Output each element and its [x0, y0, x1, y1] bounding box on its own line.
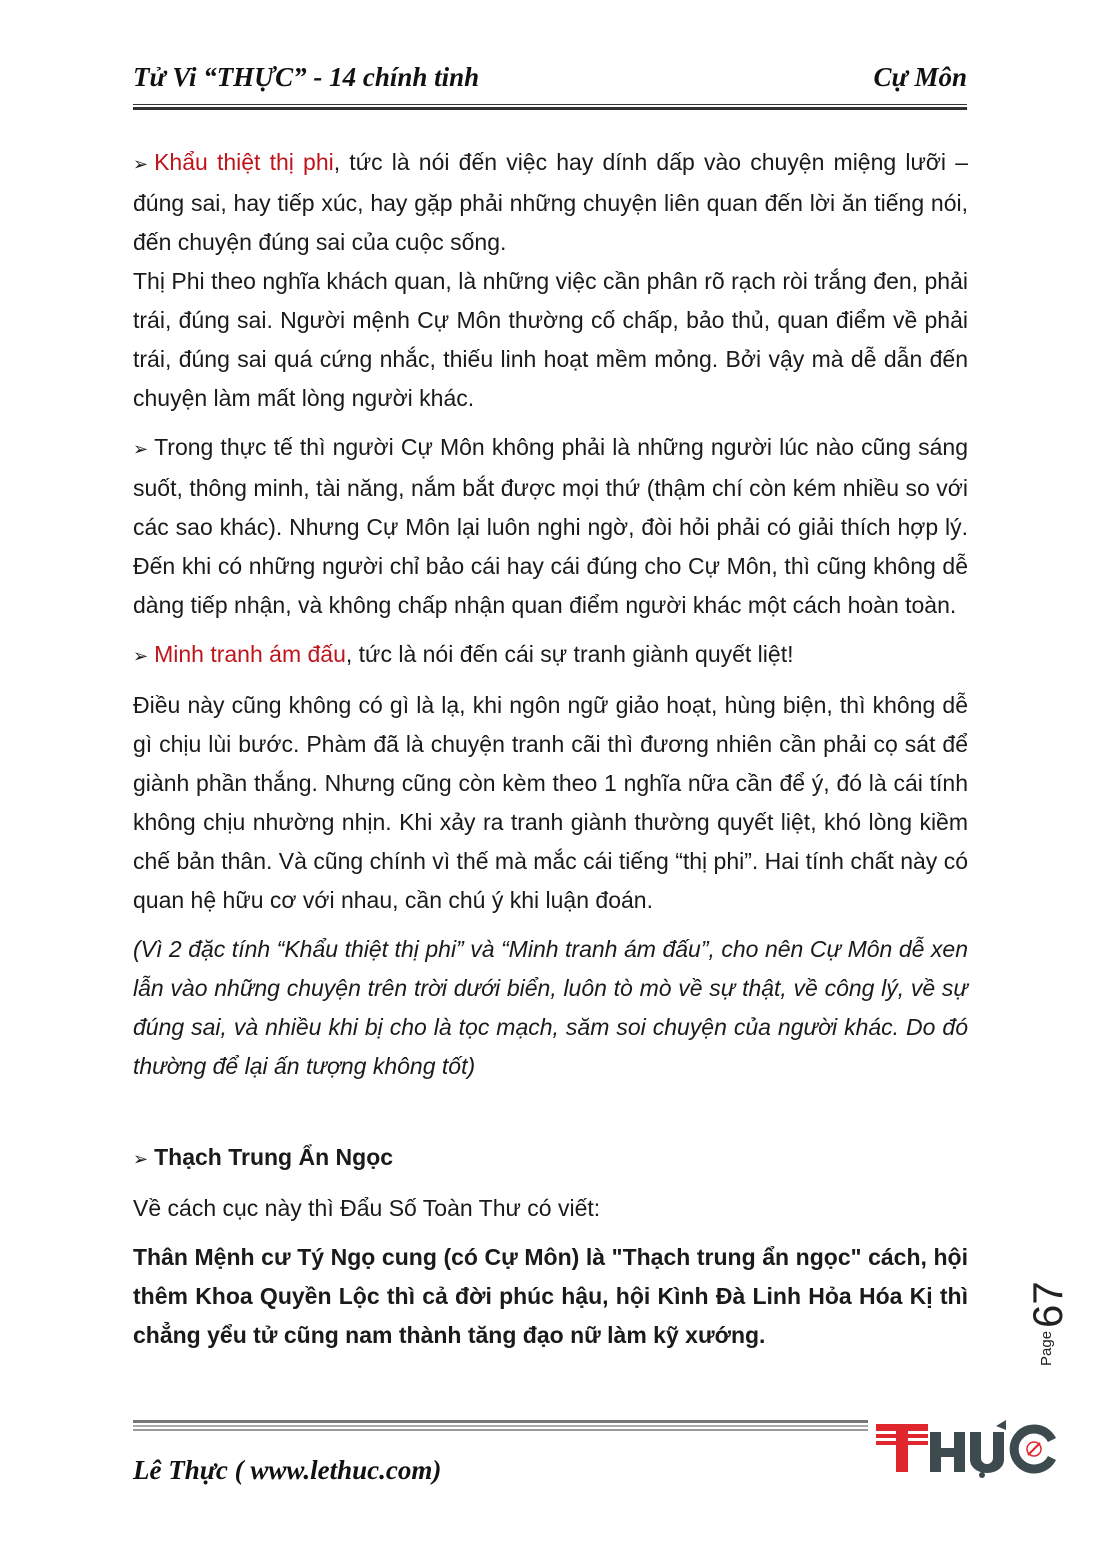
header-divider [133, 104, 967, 110]
bullet-arrow-icon: ➢ [133, 646, 149, 666]
term-khau-thiet-thi-phi: Khẩu thiệt thị phi [154, 149, 334, 175]
page-number [1008, 1280, 1071, 1400]
heading-text: Thạch Trung Ẩn Ngọc [154, 1144, 394, 1170]
header-title: Tử Vi “THỰC” - 14 chính tinh [133, 62, 480, 92]
paragraph-intro: Về cách cục này thì Đẩu Số Toàn Thư có viết: [133, 1195, 601, 1221]
bullet-arrow-icon: ➢ [133, 439, 149, 459]
bullet-arrow-icon: ➢ [133, 1149, 149, 1169]
paragraph-text: , tức là nói đến cái sự tranh giành quyết liệt! [345, 641, 794, 667]
paragraph-text: , tức là nói đến việc hay dính dấp vào chuyện miệng lưỡi – đúng sai, hay tiếp xúc, hay gặp phải những chuyện liên quan đến lời ăn tiếng nói, đến chuyện đúng sai của cuộc sống. [133, 149, 968, 255]
paragraph-note: (Vì 2 đặc tính “Khẩu thiệt thị phi” và “Minh tranh ám đấu”, cho nên Cự Môn dễ xen lẫn vào những chuyện trên trời dưới biển, luôn tò mò về sự thật, về công lý, về sự đúng sai, và nhiều khi bị cho là tọc mạch, săm soi chuyện của người khác. Do đó thường để lại ấn tượng không tốt) [133, 936, 968, 1079]
paragraph-thi-phi: Thị Phi theo nghĩa khách quan, là những việc cần phân rõ rạch ròi trắng đen, phải trái, đúng sai. Người mệnh Cự Môn thường cố chấp, bảo thủ, quan điểm về phải trái, đúng sai quá cứng nhắc, thiếu linh hoạt mềm mỏng. Bởi vậy mà dễ dẫn đến chuyện làm mất lòng người khác. [133, 268, 968, 411]
page-content [133, 143, 968, 1355]
header-chapter: Cự Môn [873, 62, 967, 92]
term-minh-tranh-am-dau: Minh tranh ám đấu [154, 641, 346, 667]
page-header [133, 62, 967, 102]
page-label: Page [1038, 1330, 1055, 1366]
paragraph-minh-tranh [133, 635, 968, 676]
page-number-value: 67 [1024, 1281, 1071, 1328]
paragraph-khau-thiet [133, 143, 968, 262]
footer-divider [133, 1420, 868, 1432]
paragraph-tranh-gianh: Điều này cũng không có gì là lạ, khi ngôn ngữ giảo hoạt, hùng biện, thì không dễ gì chịu lùi bước. Phàm đã là chuyện tranh cãi thì đương nhiên cần phải cọ sát để giành phần thắng. Nhưng cũng còn kèm theo 1 nghĩa nữa cần để ý, đó là cái tính không chịu nhường nhịn. Khi xảy ra tranh giành thường quyết liệt, khó lòng kiềm chế bản thân. Và cũng chính vì thế mà mắc cái tiếng “thị phi”. Hai tính chất này có quan hệ hữu cơ với nhau, cần chú ý khi luận đoán. [133, 692, 968, 913]
paragraph-quote: Thân Mệnh cư Tý Ngọ cung (có Cự Môn) là "Thạch trung ẩn ngọc" cách, hội thêm Khoa Quyền Lộc thì cả đời phúc hậu, hội Kình Đà Linh Hỏa Hóa Kị thì chẳng yểu tử cũng nam thành tăng đạo nữ làm kỹ xướng. [133, 1244, 968, 1348]
compass-icon [1027, 1442, 1041, 1456]
thuc-logo [870, 1418, 1060, 1478]
paragraph-thuc-te [133, 428, 968, 625]
section-heading [133, 1138, 968, 1179]
footer-author: Lê Thực ( www.lethuc.com) [133, 1455, 442, 1485]
paragraph-text: Trong thực tế thì người Cự Môn không phải là những người lúc nào cũng sáng suốt, thông minh, tài năng, nắm bắt được mọi thứ (thậm chí còn kém nhiều so với các sao khác). Nhưng Cự Môn lại luôn nghi ngờ, đòi hỏi phải có giải thích hợp lý. Đến khi có những người chỉ bảo cái hay cái đúng cho Cự Môn, thì cũng không dễ dàng tiếp nhận, và không chấp nhận quan điểm người khác một cách hoàn toàn. [133, 434, 968, 618]
bullet-arrow-icon: ➢ [133, 154, 149, 174]
